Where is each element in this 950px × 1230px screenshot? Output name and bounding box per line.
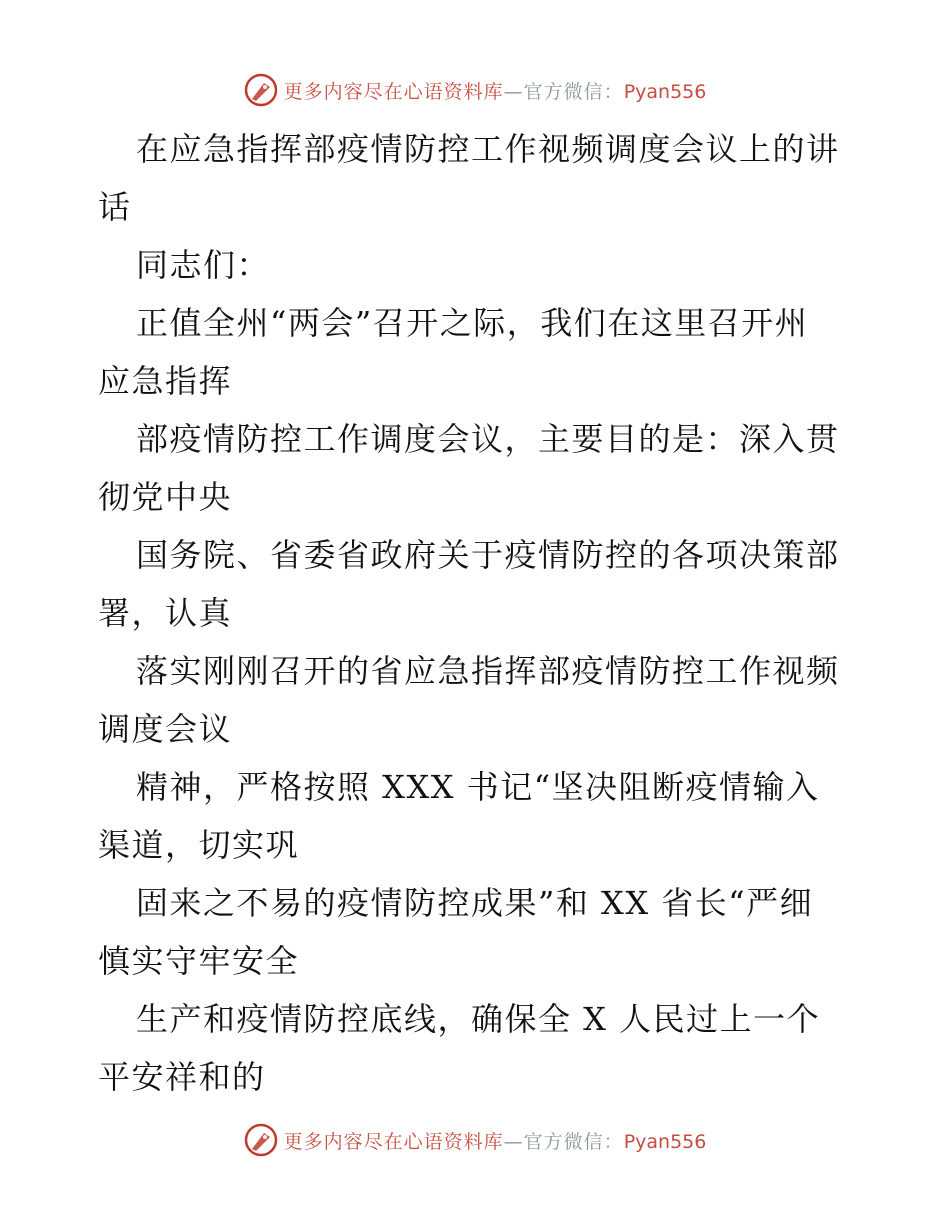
banner-wechat-id: Pyan556 bbox=[623, 80, 707, 103]
text-line: 调度会议 bbox=[98, 710, 233, 748]
text-line: 精神，严格按照 XXX 书记“坚决阻断疫情输入 bbox=[136, 768, 820, 806]
header-banner bbox=[0, 70, 950, 110]
footer-banner bbox=[0, 1120, 950, 1160]
text-line: 渠道，切实巩 bbox=[98, 826, 300, 864]
text-line: 正值全州“两会”召开之际，我们在这里召开州 bbox=[136, 304, 809, 342]
banner-main-text: 更多内容尽在心语资料库 bbox=[283, 80, 504, 103]
document-body bbox=[98, 120, 858, 1106]
text-line: 慎实守牢安全 bbox=[98, 942, 300, 980]
banner-dash: — bbox=[503, 80, 524, 103]
pen-nib-icon bbox=[244, 73, 278, 107]
banner-dash: — bbox=[503, 1130, 524, 1153]
text-line: 生产和疫情防控底线，确保全 X 人民过上一个 bbox=[136, 1000, 821, 1038]
text-line: 平安祥和的 bbox=[98, 1058, 266, 1096]
text-line: 国务院、省委省政府关于疫情防控的各项决策部 bbox=[136, 536, 840, 574]
text-line: 固来之不易的疫情防控成果”和 XX 省长“严细 bbox=[136, 884, 814, 922]
text-line: 部疫情防控工作调度会议，主要目的是：深入贯 bbox=[136, 420, 840, 458]
text-line: 同志们： bbox=[136, 246, 271, 284]
banner-main-text: 更多内容尽在心语资料库 bbox=[283, 1130, 504, 1153]
text-line: 话 bbox=[98, 188, 132, 226]
banner-wechat-label: 官方微信： bbox=[523, 80, 624, 103]
banner-text bbox=[284, 77, 707, 104]
banner-text bbox=[284, 1127, 707, 1154]
text-line: 在应急指挥部疫情防控工作视频调度会议上的讲 bbox=[136, 130, 840, 168]
banner-wechat-label: 官方微信： bbox=[523, 1130, 624, 1153]
text-line: 落实刚刚召开的省应急指挥部疫情防控工作视频 bbox=[136, 652, 840, 690]
text-line: 署，认真 bbox=[98, 594, 233, 632]
banner-wechat-id: Pyan556 bbox=[623, 1130, 707, 1153]
text-line: 彻党中央 bbox=[98, 478, 233, 516]
text-line: 应急指挥 bbox=[98, 362, 233, 400]
pen-nib-icon bbox=[244, 1123, 278, 1157]
